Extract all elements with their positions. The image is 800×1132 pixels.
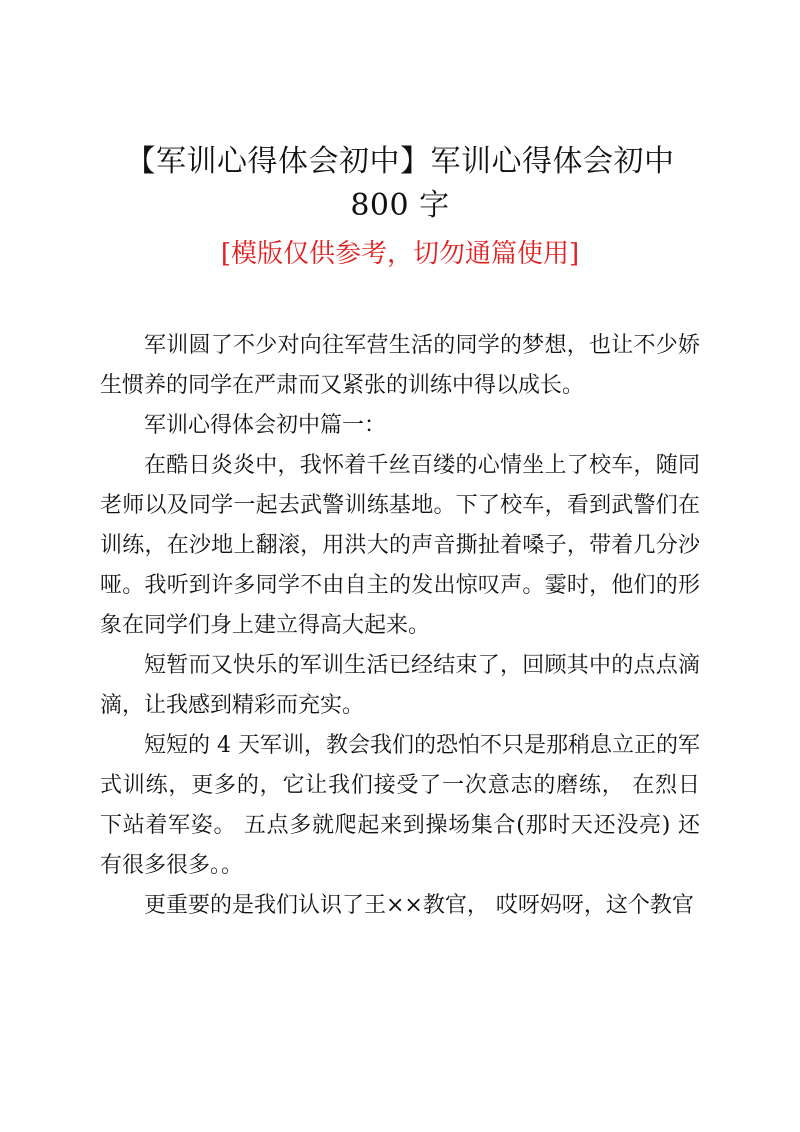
paragraph: 军训心得体会初中篇一： — [144, 413, 387, 438]
paragraph: 更重要的是我们认识了王××教官， 哎呀妈呀，这个教官 — [144, 893, 694, 918]
paragraph: 在酷日炎炎中，我怀着千丝百缕的心情坐上了校车，随同老师以及同学一起去武警训练基地。下了校车，看到武警们在训练，在沙地上翻滚，用洪大的声音撕扯着嗓子，带着几分沙哑。我听到许多同学不由自主的发出惊叹声。霎时，他们的形象在同学们身上建立得高大起来。 — [100, 453, 700, 638]
paragraph: 短短的 4 天军训，教会我们的恐怕不只是那稍息立正的军式训练，更多的，它让我们接受了一次意志的磨练， 在烈日下站着军姿。 五点多就爬起来到操场集合(那时天还没亮) 还有很多很多。。 — [100, 733, 700, 878]
paragraph: 军训圆了不少对向往军营生活的同学的梦想，也让不少娇生惯养的同学在严肃而又紧张的训练中得以成长。 — [100, 333, 700, 398]
paragraph: 短暂而又快乐的军训生活已经结束了，回顾其中的点点滴滴，让我感到精彩而充实。 — [100, 653, 700, 718]
template-notice: [模版仅供参考，切勿通篇使用] — [220, 239, 580, 269]
page-title: 【军训心得体会初中】军训心得体会初中 800 字 — [125, 144, 675, 223]
document-body — [100, 326, 700, 926]
